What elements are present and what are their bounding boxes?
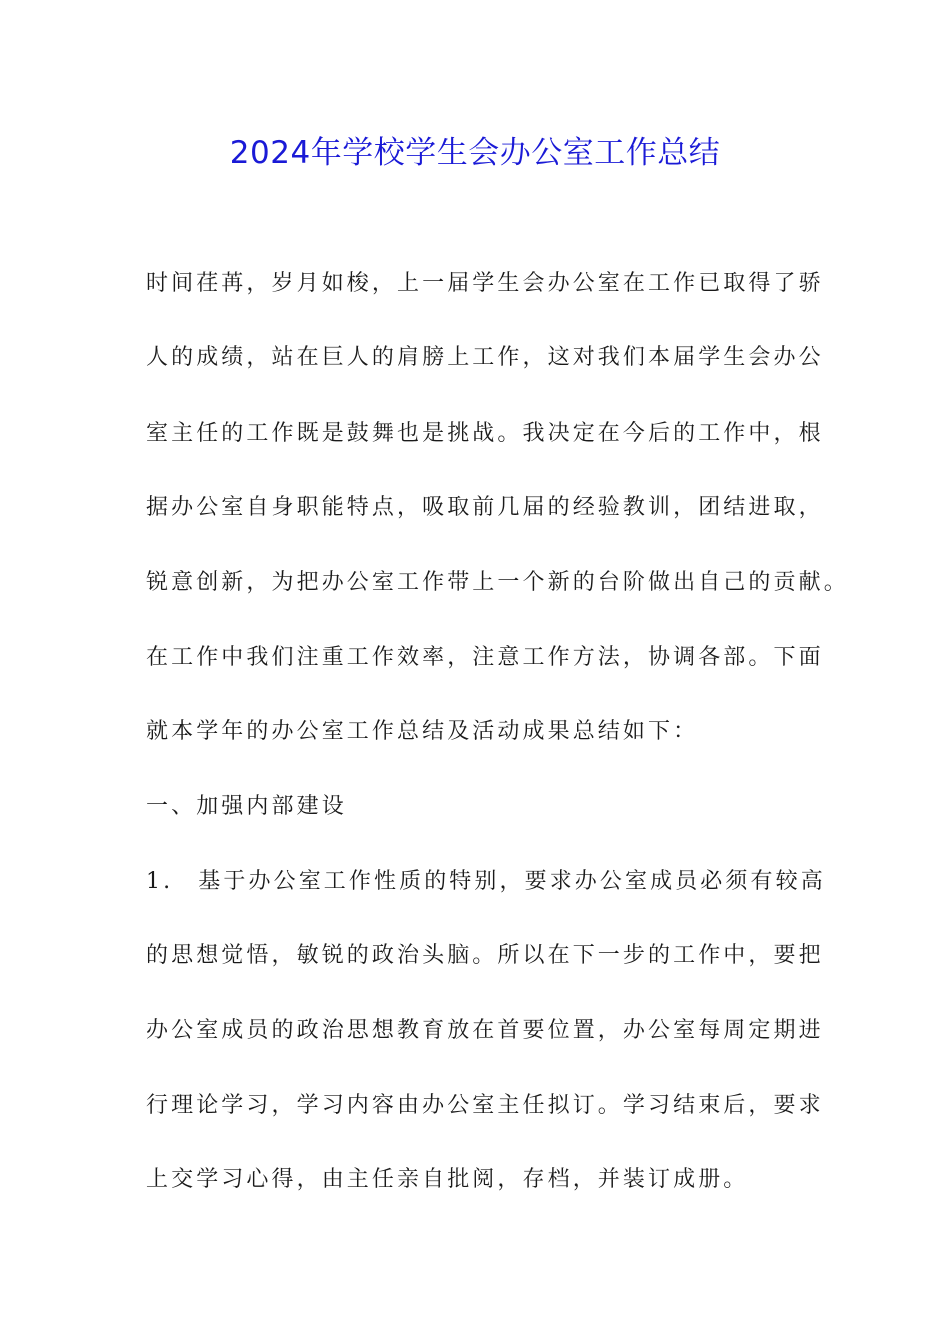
paragraph-line: 上交学习心得，由主任亲自批阅，存档，并装订成册。 (146, 1167, 749, 1192)
paragraph-line: 就本学年的办公室工作总结及活动成果总结如下： (146, 719, 699, 744)
paragraph-line: 的思想觉悟，敏锐的政治头脑。所以在下一步的工作中，要把 (146, 943, 824, 968)
paragraph-line: 办公室成员的政治思想教育放在首要位置，办公室每周定期进 (146, 1018, 824, 1043)
paragraph-line: 时间荏苒，岁月如梭，上一届学生会办公室在工作已取得了骄 (146, 271, 824, 296)
paragraph-line: 行理论学习，学习内容由办公室主任拟订。学习结束后，要求 (146, 1093, 824, 1118)
document-title: 2024年学校学生会办公室工作总结 (229, 135, 721, 171)
paragraph-line: 室主任的工作既是鼓舞也是挑战。我决定在今后的工作中，根 (146, 421, 824, 446)
paragraph-line: 锐意创新，为把办公室工作带上一个新的台阶做出自己的贡献。 (146, 570, 849, 595)
paragraph-line: 人的成绩，站在巨人的肩膀上工作，这对我们本届学生会办公 (146, 345, 824, 370)
section-heading: 一、加强内部建设 (146, 794, 347, 819)
paragraph-line: 据办公室自身职能特点，吸取前几届的经验教训，团结进取， (146, 495, 824, 520)
paragraph-line: 在工作中我们注重工作效率，注意工作方法，协调各部。下面 (146, 645, 824, 670)
paragraph-line: 1. 基于办公室工作性质的特别，要求办公室成员必须有较高 (146, 869, 826, 894)
